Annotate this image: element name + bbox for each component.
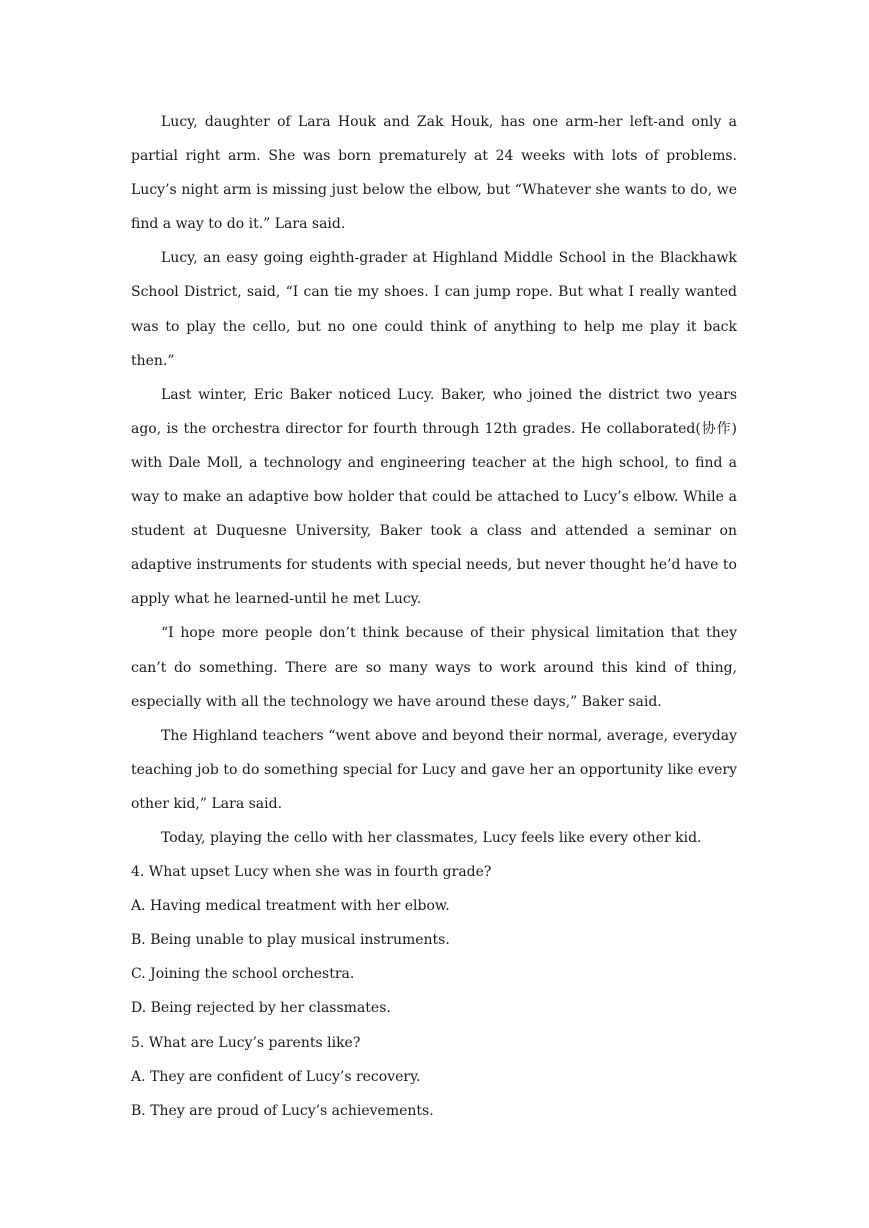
question-4-option-d: D. Being rejected by her classmates. <box>131 1000 391 1017</box>
passage-paragraph-3: Last winter, Eric Baker noticed Lucy. Baker, who joined the district two years ago, is the orchestra director for fourth through 12th grades. He collaborated(协作) with Dale Moll, a technology and engineering teacher at the high school, to find a way to make an adaptive bow holder that could be attached to Lucy’s elbow. While a student at Duquesne University, Baker took a class and attended a seminar on adaptive instruments for students with special needs, but never thought he’d have to apply what he learned-until he met Lucy. <box>131 386 737 608</box>
question-5-option-b: B. They are proud of Lucy’s achievements. <box>131 1102 434 1119</box>
question-4-option-a: A. Having medical treatment with her elbow. <box>131 898 450 915</box>
document-page <box>131 105 737 1128</box>
passage-paragraph-4: “I hope more people don’t think because of their physical limitation that they can’t do something. There are so many ways to work around this kind of thing, especially with all the technology we have around these days,” Baker said. <box>131 625 737 710</box>
passage-paragraph-2: Lucy, an easy going eighth-grader at Highland Middle School in the Blackhawk School District, said, “I can tie my shoes. I can jump rope. But what I really wanted was to play the cello, but no one could think of anything to help me play it back then.” <box>131 250 737 369</box>
question-5-option-a: A. They are confident of Lucy’s recovery. <box>131 1068 421 1085</box>
question-4-stem: 4. What upset Lucy when she was in fourth grade? <box>131 864 492 881</box>
passage-paragraph-1: Lucy, daughter of Lara Houk and Zak Houk, has one arm-her left-and only a partial right arm. She was born prematurely at 24 weeks with lots of problems. Lucy’s night arm is missing just below the elbow, but “Whatever she wants to do, we find a way to do it.” Lara said. <box>131 114 737 233</box>
question-4-option-c: C. Joining the school orchestra. <box>131 966 355 983</box>
passage-paragraph-5: The Highland teachers “went above and beyond their normal, average, everyday teaching job to do something special for Lucy and gave her an opportunity like every other kid,” Lara said. <box>131 727 737 812</box>
question-4-option-b: B. Being unable to play musical instruments. <box>131 932 450 949</box>
passage-paragraph-6: Today, playing the cello with her classmates, Lucy feels like every other kid. <box>161 829 702 846</box>
question-5-stem: 5. What are Lucy’s parents like? <box>131 1034 361 1051</box>
